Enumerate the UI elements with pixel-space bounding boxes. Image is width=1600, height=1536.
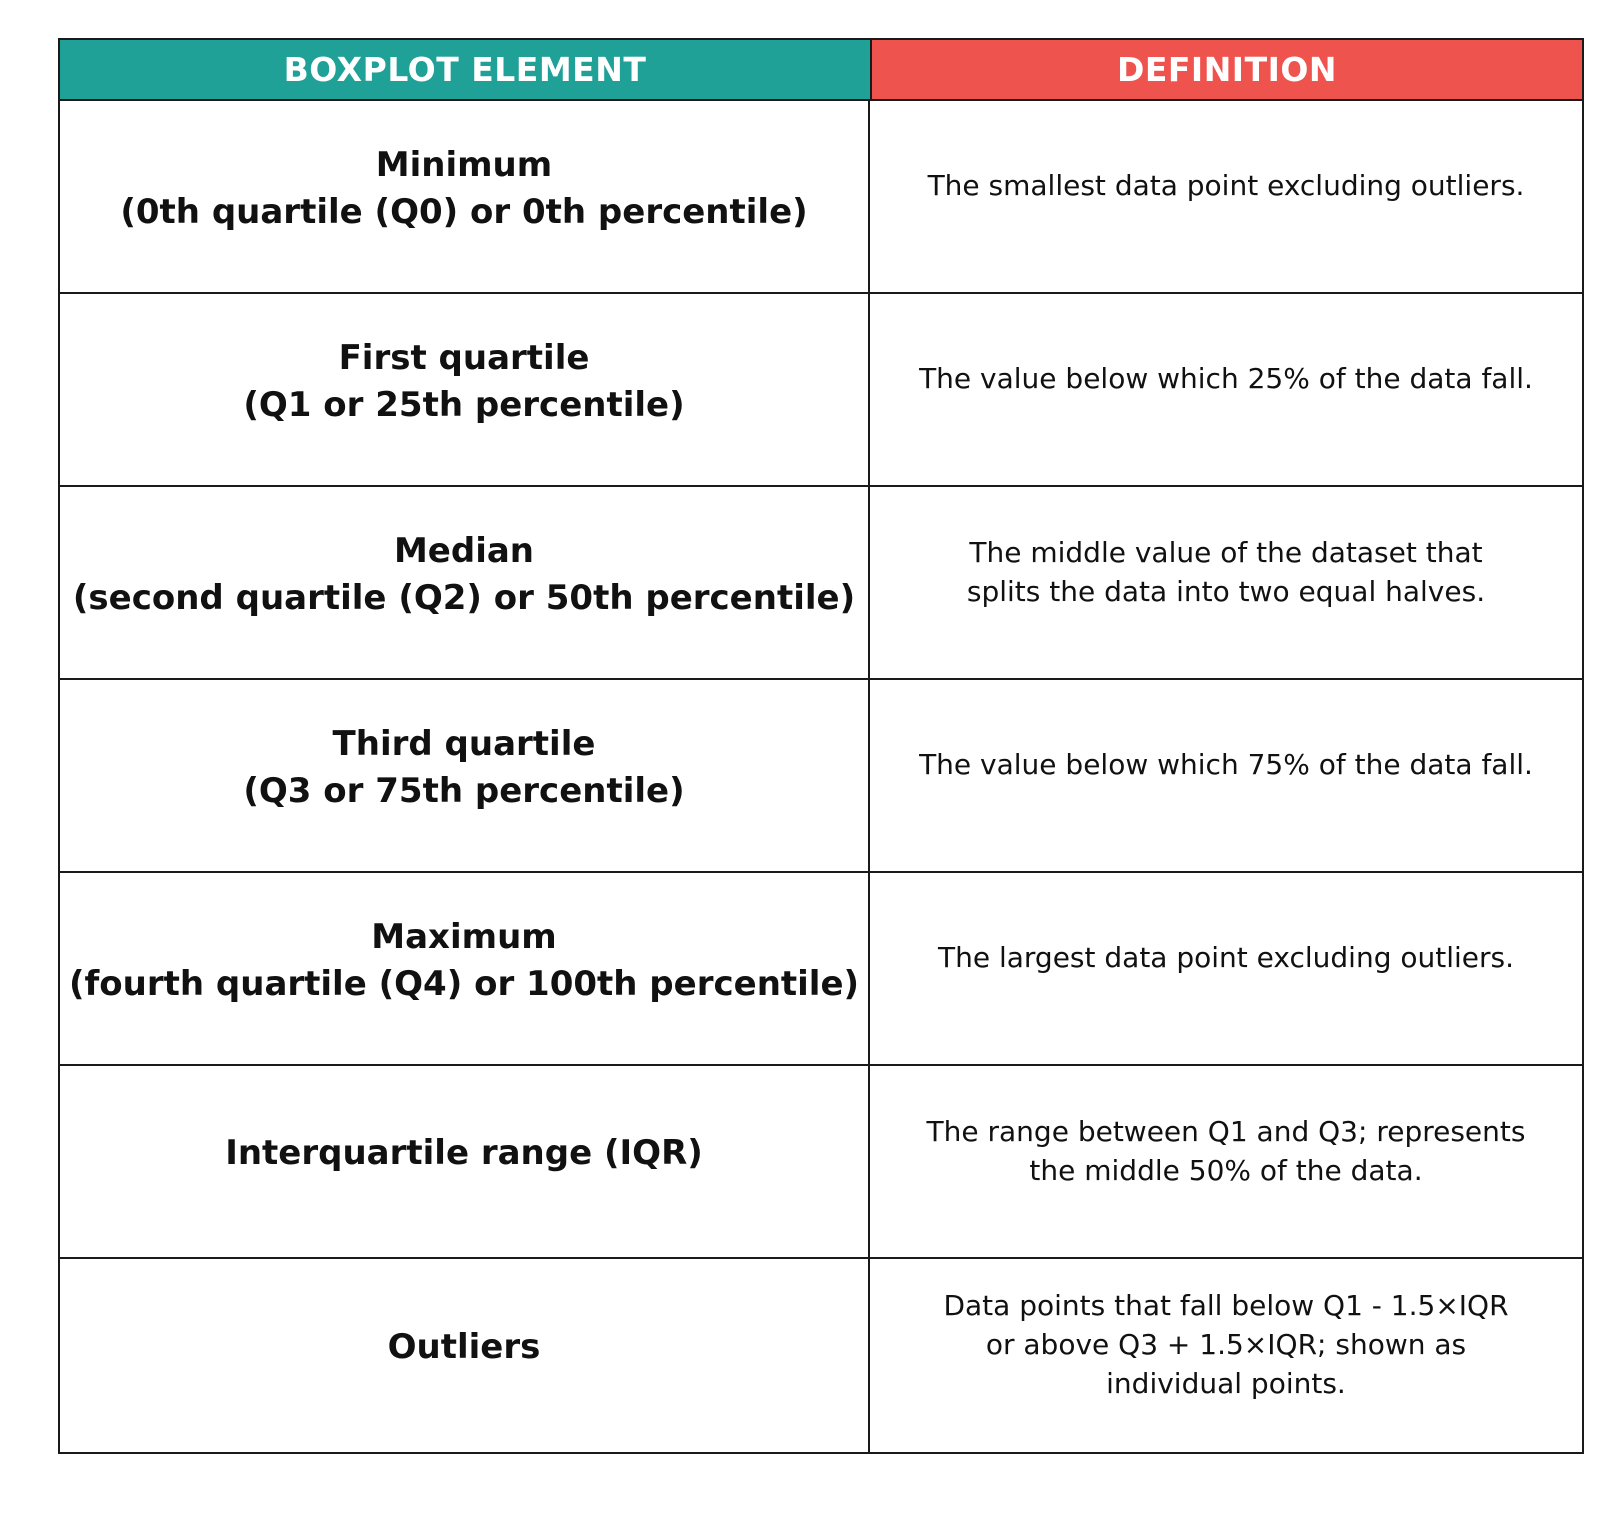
definition-cell bbox=[870, 487, 1582, 678]
definition-cell bbox=[870, 873, 1582, 1064]
element-cell bbox=[60, 873, 870, 1064]
definition-cell bbox=[870, 294, 1582, 485]
table-row-iqr bbox=[60, 1066, 1582, 1259]
table-header bbox=[60, 40, 1582, 101]
element-detail: (fourth quartile (Q4) or 100th percentile) bbox=[68, 963, 860, 1004]
definition-cell bbox=[870, 1259, 1582, 1452]
header-boxplot-element: BOXPLOT ELEMENT bbox=[60, 40, 872, 99]
element-detail: (Q1 or 25th percentile) bbox=[243, 384, 685, 425]
definition-cell bbox=[870, 101, 1582, 292]
definition-text: Data points that fall below Q1 - 1.5×IQR bbox=[943, 1289, 1509, 1322]
element-cell bbox=[60, 1259, 870, 1452]
element-name: Minimum bbox=[375, 144, 553, 185]
element-cell bbox=[60, 680, 870, 871]
header-definition: DEFINITION bbox=[872, 40, 1582, 99]
boxplot-elements-table bbox=[58, 38, 1584, 1454]
element-name: Outliers bbox=[387, 1327, 541, 1367]
definition-text: The middle value of the dataset that bbox=[969, 535, 1483, 569]
table-row-third-quartile bbox=[60, 680, 1582, 873]
element-cell bbox=[60, 294, 870, 485]
table-row-minimum bbox=[60, 101, 1582, 294]
definition-text: The smallest data point excluding outliers. bbox=[927, 169, 1525, 202]
element-detail: (0th quartile (Q0) or 0th percentile) bbox=[120, 191, 808, 232]
table-row-outliers bbox=[60, 1259, 1582, 1452]
definition-text: The largest data point excluding outliers. bbox=[937, 941, 1515, 974]
table-row-first-quartile bbox=[60, 294, 1582, 487]
definition-text: The range between Q1 and Q3; represents bbox=[926, 1114, 1526, 1148]
definition-text: individual points. bbox=[1106, 1367, 1346, 1400]
element-cell bbox=[60, 1066, 870, 1257]
element-name: Median bbox=[393, 530, 535, 571]
definition-text: The value below which 75% of the data fall. bbox=[919, 748, 1533, 781]
element-detail: (Q3 or 75th percentile) bbox=[243, 770, 685, 811]
element-name: Interquartile range (IQR) bbox=[225, 1133, 703, 1173]
definition-text: the middle 50% of the data. bbox=[1029, 1153, 1423, 1187]
definition-text: The value below which 25% of the data fall. bbox=[919, 362, 1533, 395]
definition-cell bbox=[870, 1066, 1582, 1257]
definition-text: or above Q3 + 1.5×IQR; shown as bbox=[985, 1328, 1467, 1361]
definition-text: splits the data into two equal halves. bbox=[966, 574, 1486, 608]
element-detail: (second quartile (Q2) or 50th percentile) bbox=[72, 577, 856, 618]
element-cell bbox=[60, 487, 870, 678]
element-name: Maximum bbox=[371, 916, 557, 957]
table-row-median bbox=[60, 487, 1582, 680]
element-cell bbox=[60, 101, 870, 292]
element-name: First quartile bbox=[338, 337, 590, 378]
table-row-maximum bbox=[60, 873, 1582, 1066]
element-name: Third quartile bbox=[332, 723, 596, 764]
definition-cell bbox=[870, 680, 1582, 871]
